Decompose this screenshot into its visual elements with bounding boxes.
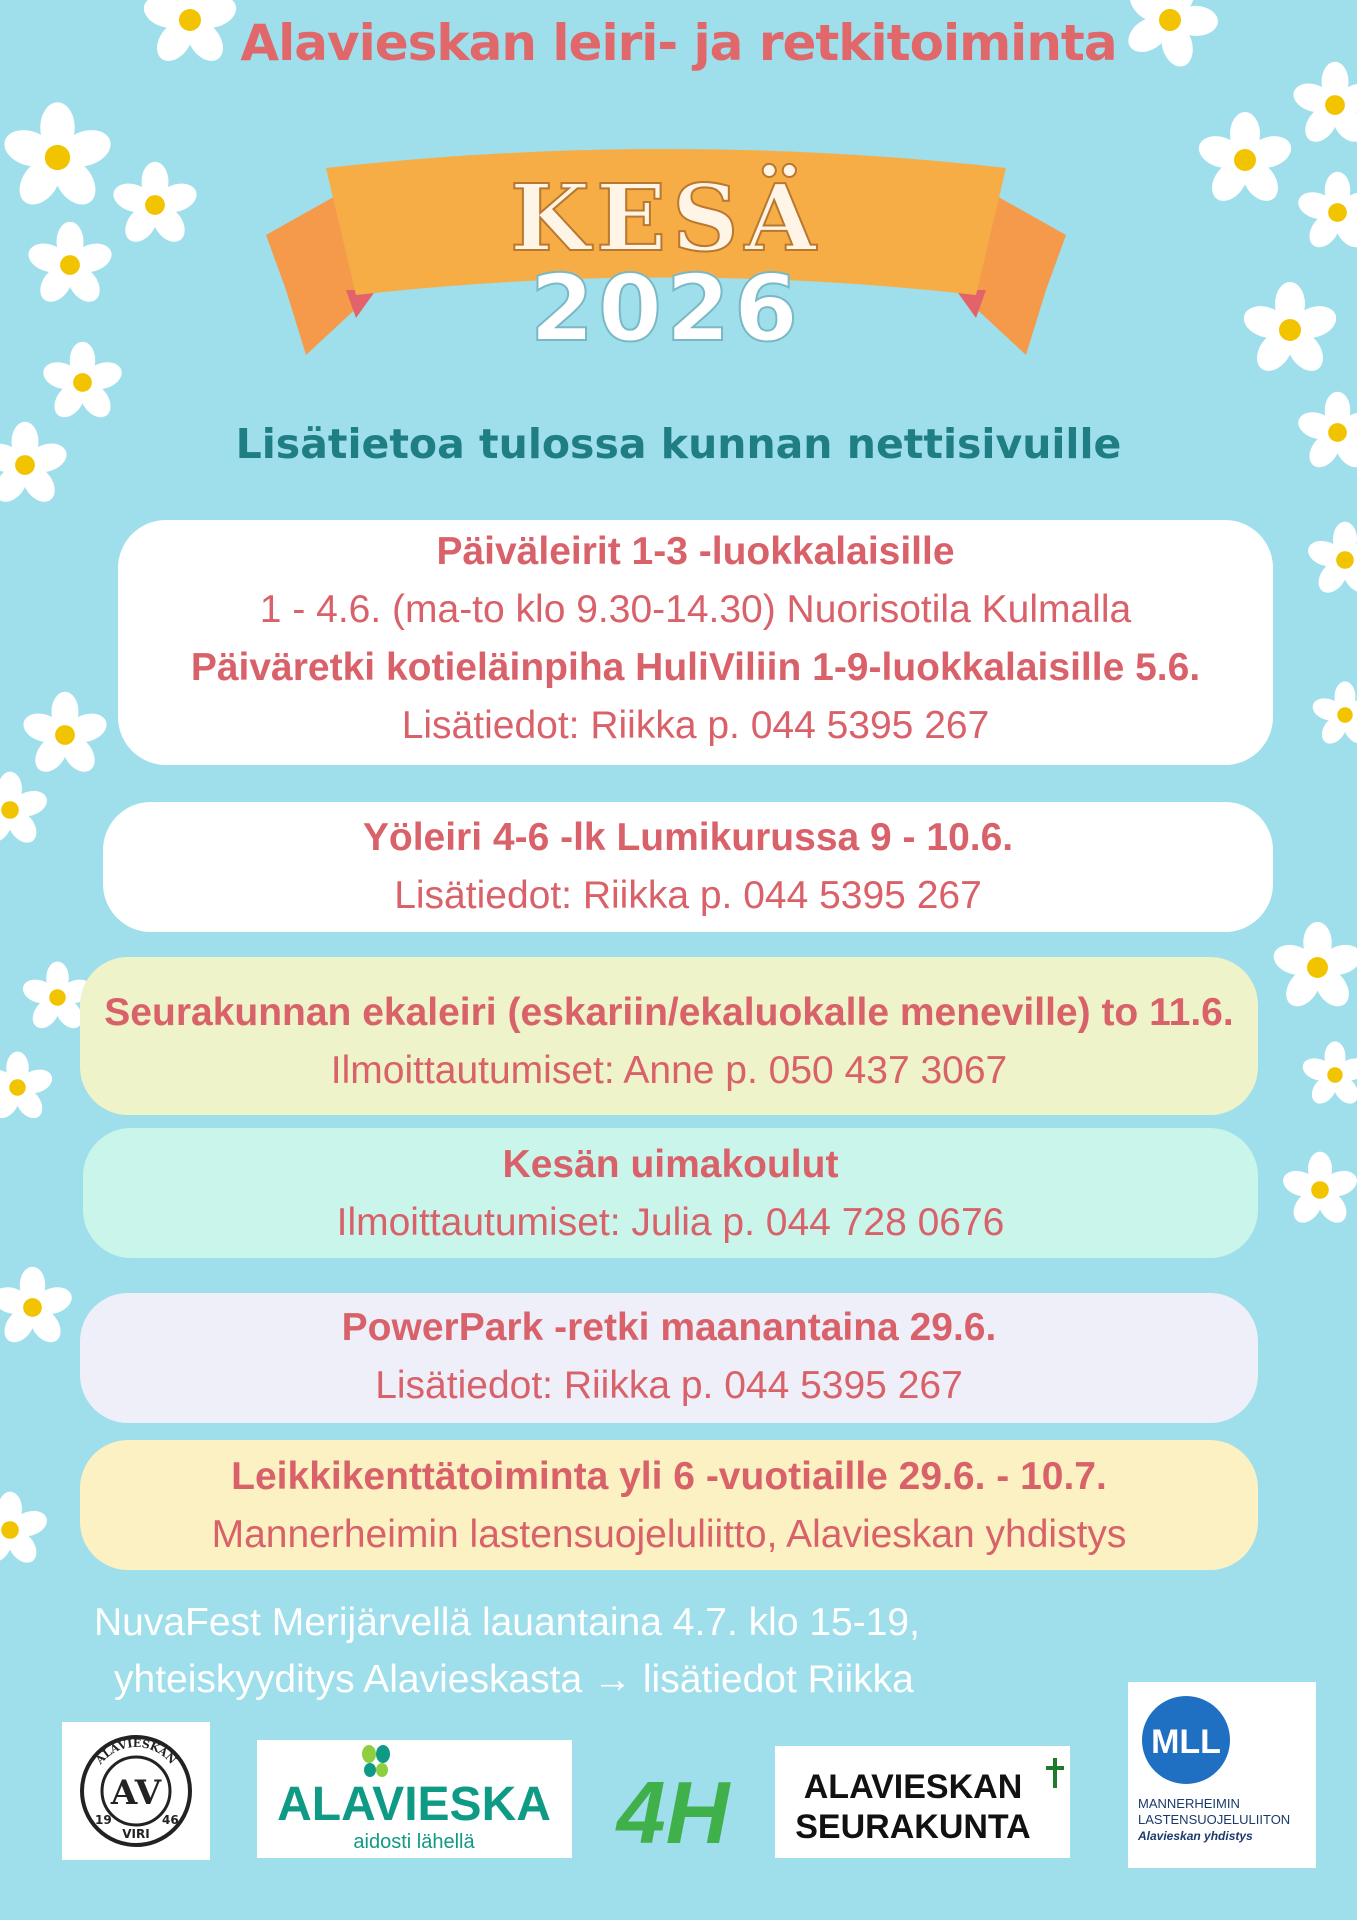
card-contact: Lisätiedot: Riikka p. 044 5395 267 <box>394 874 982 917</box>
activity-card-parish-camp <box>80 957 1258 1115</box>
logo-mll <box>1128 1682 1316 1868</box>
card-detail: 1 - 4.6. (ma-to klo 9.30-14.30) Nuorisotila Kulmalla <box>259 588 1132 631</box>
card-contact: Ilmoittautumiset: Anne p. 050 437 3067 <box>330 1049 1008 1092</box>
organizer-title: Alavieskan leiri- ja retkitoiminta <box>240 14 1117 72</box>
daisy-icon <box>1280 1150 1357 1230</box>
daisy-icon <box>0 1490 50 1570</box>
mll-badge-text: MLL <box>1151 1723 1221 1761</box>
mll-logo-line3: Alavieskan yhdistys <box>1138 1829 1253 1843</box>
event-note-line2: yhteiskyyditys Alavieskasta → lisätiedot Riikka <box>114 1658 914 1701</box>
cross-icon <box>1046 1758 1064 1788</box>
daisy-icon <box>1195 110 1295 210</box>
daisy-icon <box>1310 680 1357 750</box>
mll-logo-line1: MANNERHEIMIN <box>1138 1796 1240 1811</box>
daisy-icon <box>0 1050 55 1125</box>
card-title: Leikkikenttätoiminta yli 6 -vuotiaille 29.6. - 10.7. <box>231 1455 1107 1498</box>
daisy-icon <box>1270 920 1357 1015</box>
viri-logo-top: ALAVIESKAN <box>93 1736 179 1767</box>
logo-viri <box>62 1722 210 1860</box>
activity-card-powerpark <box>80 1293 1258 1423</box>
season-year: 2026 <box>529 255 803 362</box>
card-contact: Mannerheimin lastensuojeluliitto, Alavieskan yhdistys <box>211 1513 1127 1556</box>
card-title: Seurakunnan ekaleiri (eskariin/ekaluokalle meneville) to 11.6. <box>104 991 1234 1034</box>
seurakunta-logo-line1: ALAVIESKAN <box>803 1768 1023 1806</box>
viri-logo-year-left: 19 <box>95 1813 112 1827</box>
viri-logo-bottom: VIRI <box>122 1827 150 1841</box>
logo-4h <box>608 1765 738 1855</box>
svg-text:ALAVIESKAN <box>92 1737 178 1767</box>
card-title: Kesän uimakoulut <box>502 1143 839 1186</box>
daisy-icon <box>1300 1040 1357 1110</box>
card-contact: Ilmoittautumiset: Julia p. 044 728 0676 <box>336 1201 1005 1244</box>
card-title: Päiväretki kotieläinpiha HuliViliin 1-9-luokkalaisille 5.6. <box>190 646 1201 689</box>
daisy-icon <box>0 770 50 850</box>
viri-logo-year-right: 46 <box>162 1813 179 1827</box>
daisy-icon <box>1305 520 1357 600</box>
season-word: KESÄ <box>510 164 822 272</box>
season-banner <box>266 140 1066 390</box>
alavieska-logo-name: ALAVIESKA <box>277 1778 551 1831</box>
card-title: Yöleiri 4-6 -lk Lumikurussa 9 - 10.6. <box>362 816 1014 859</box>
daisy-icon <box>0 100 115 215</box>
viri-logo-monogram: AV <box>110 1773 162 1813</box>
daisy-icon <box>110 160 200 250</box>
alavieska-logo-slogan: aidosti lähellä <box>353 1831 475 1853</box>
info-note: Lisätietoa tulossa kunnan nettisivuille <box>235 420 1122 468</box>
card-title: Päiväleirit 1-3 -luokkalaisille <box>436 530 955 573</box>
daisy-icon <box>1290 60 1357 150</box>
butterfly-icon <box>362 1745 390 1777</box>
activity-card-night-camp <box>103 802 1273 932</box>
daisy-icon <box>1240 280 1340 380</box>
logo-alavieska <box>257 1740 572 1858</box>
activity-card-day-camps <box>118 520 1273 765</box>
daisy-icon <box>0 1265 75 1350</box>
activity-card-playground <box>80 1440 1258 1570</box>
daisy-icon <box>40 340 125 425</box>
card-contact: Lisätiedot: Riikka p. 044 5395 267 <box>401 704 990 747</box>
card-contact: Lisätiedot: Riikka p. 044 5395 267 <box>375 1364 963 1407</box>
activity-card-swim-school <box>83 1128 1258 1258</box>
event-note-line1: NuvaFest Merijärvellä lauantaina 4.7. klo 15-19, <box>94 1601 920 1644</box>
daisy-icon <box>1295 170 1357 255</box>
logo-seurakunta <box>775 1746 1070 1858</box>
card-title: PowerPark -retki maanantaina 29.6. <box>341 1306 997 1349</box>
daisy-icon <box>20 690 110 780</box>
seurakunta-logo-line2: SEURAKUNTA <box>795 1808 1031 1846</box>
mll-logo-line2: LASTENSUOJELULIITON <box>1138 1812 1291 1827</box>
fourh-logo-text: 4H <box>616 1765 730 1855</box>
daisy-icon <box>25 220 115 310</box>
